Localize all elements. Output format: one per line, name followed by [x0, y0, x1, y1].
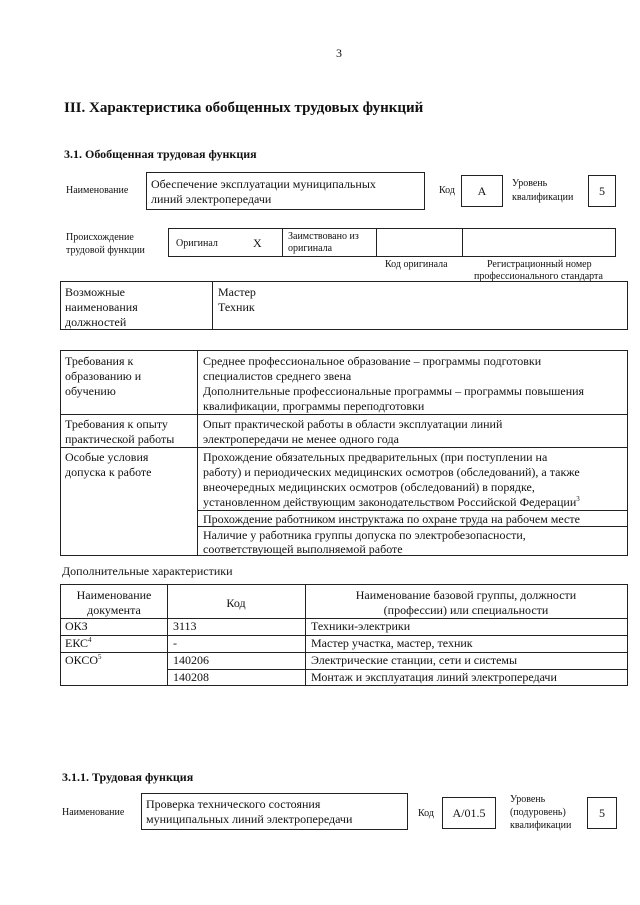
gtf-heading: 3.1. Обобщенная трудовая функция	[64, 147, 257, 161]
eks-doc-text: ЕКС	[65, 636, 89, 650]
experience-label-1: Требования к опыту	[65, 417, 168, 431]
extra-col-name-1: Наименование базовой группы, должности	[355, 588, 577, 602]
education-label-3: обучению	[65, 384, 116, 398]
tf-name-line2: муниципальных линий электропередачи	[146, 812, 353, 826]
special-label-2: допуска к работе	[65, 465, 152, 479]
special-value-4	[203, 495, 580, 509]
gtf-name-line1: Обеспечение эксплуатации муниципальных	[151, 177, 376, 191]
requirements-table	[60, 350, 628, 556]
gtf-level-label-2: квалификации	[512, 192, 574, 203]
origin-label-1: Происхождение	[66, 232, 134, 243]
special-value-2: работу) и периодических медицинских осмотров (обследований), а также	[203, 465, 580, 479]
extra-table	[60, 584, 628, 686]
experience-value-2: электропередачи не менее одного года	[203, 432, 399, 446]
footnote-3-marker: 3	[576, 495, 580, 503]
origin-original-mark: X	[253, 236, 262, 250]
table-row-eks-name: Мастер участка, мастер, техник	[311, 636, 473, 650]
positions-label-3: должностей	[65, 315, 127, 329]
page-number: 3	[336, 46, 342, 60]
origin-original-label: Оригинал	[176, 238, 218, 249]
education-value-3: Дополнительные профессиональные программы – программы повышения	[203, 384, 585, 398]
origin-borrowed-label-1: Заимствовано из	[288, 231, 359, 242]
education-label-2: образованию и	[65, 369, 142, 383]
extra-col-code: Код	[226, 596, 246, 610]
table-row-okso-name-1: Электрические станции, сети и системы	[311, 653, 518, 667]
gtf-name-line2: линий электропередачи	[151, 192, 272, 206]
origin-reg-caption-1: Регистрационный номер	[487, 259, 592, 270]
table-row-okso-code-1: 140206	[173, 653, 209, 667]
footnote-5-marker: 5	[98, 653, 102, 661]
tf-code-label: Код	[418, 808, 434, 819]
origin-reg-caption-2: профессионального стандарта	[474, 271, 603, 282]
gtf-name-box	[146, 172, 425, 210]
table-row-okso-name-2: Монтаж и эксплуатация линий электропередачи	[311, 670, 557, 684]
origin-code-caption: Код оригинала	[385, 259, 448, 270]
positions-label-1: Возможные	[65, 285, 125, 299]
table-row-eks-code: -	[173, 636, 177, 650]
gtf-code-value: A	[461, 175, 503, 207]
tf-level-label-2: (подуровень)	[510, 807, 566, 818]
tf-name-label: Наименование	[62, 807, 125, 818]
education-label-1: Требования к	[65, 354, 134, 368]
origin-table	[168, 228, 616, 257]
gtf-code-label: Код	[439, 185, 455, 196]
special-value-4-text: установленном действующим законодательством Российской Федерации	[203, 495, 577, 509]
table-row-okso-code-2: 140208	[173, 670, 209, 684]
table-row-okz-name: Техники-электрики	[311, 619, 411, 633]
footnote-4-marker: 4	[88, 636, 92, 644]
positions-label-2: наименования	[65, 300, 138, 314]
extra-col-doc-1: Наименование	[76, 588, 152, 602]
table-row-eks-doc	[65, 636, 92, 650]
positions-table	[60, 281, 628, 330]
tf-level-label-3: квалификации	[510, 820, 572, 831]
special-value-6: Наличие у работника группы допуска по электробезопасности,	[203, 528, 526, 542]
special-value-1: Прохождение обязательных предварительных (при поступлении на	[203, 450, 548, 464]
extra-col-doc-2: документа	[87, 603, 141, 617]
special-value-5: Прохождение работником инструктажа по охране труда на рабочем месте	[203, 512, 580, 526]
gtf-level-value: 5	[588, 175, 616, 207]
origin-label-2: трудовой функции	[66, 245, 145, 256]
extra-heading: Дополнительные характеристики	[62, 564, 233, 578]
okso-doc-text: ОКСО	[65, 653, 99, 667]
origin-borrowed-label-2: оригинала	[288, 243, 333, 254]
tf-level-value: 5	[587, 797, 617, 829]
tf-level-label-1: Уровень	[510, 794, 546, 805]
tf-name-line1: Проверка технического состояния	[146, 797, 321, 811]
experience-label-2: практической работы	[65, 432, 175, 446]
gtf-level-label-1: Уровень	[512, 178, 548, 189]
experience-value-1: Опыт практической работы в области эксплуатации линий	[203, 417, 503, 431]
special-value-3: внеочередных медицинских осмотров (обследований) в порядке,	[203, 480, 535, 494]
table-row-okz-doc: ОКЗ	[65, 619, 88, 633]
education-value-1: Среднее профессиональное образование – программы подготовки	[203, 354, 542, 368]
positions-value-2: Техник	[218, 300, 255, 314]
special-value-7: соответствующей выполняемой работе	[203, 542, 403, 556]
tf-code-value: A/01.5	[442, 797, 496, 829]
extra-col-name-2: (профессии) или специальности	[383, 603, 549, 617]
education-value-2: специалистов среднего звена	[203, 369, 352, 383]
gtf-name-label: Наименование	[66, 185, 129, 196]
table-row-okso-doc	[65, 653, 102, 667]
tf-name-box	[141, 793, 408, 830]
table-row-okz-code: 3113	[173, 619, 197, 633]
tf-heading: 3.1.1. Трудовая функция	[62, 770, 194, 784]
special-label-1: Особые условия	[65, 450, 149, 464]
positions-value-1: Мастер	[218, 285, 256, 299]
education-value-4: квалификации, программы переподготовки	[203, 399, 425, 413]
section-title: III. Характеристика обобщенных трудовых функций	[64, 100, 424, 116]
